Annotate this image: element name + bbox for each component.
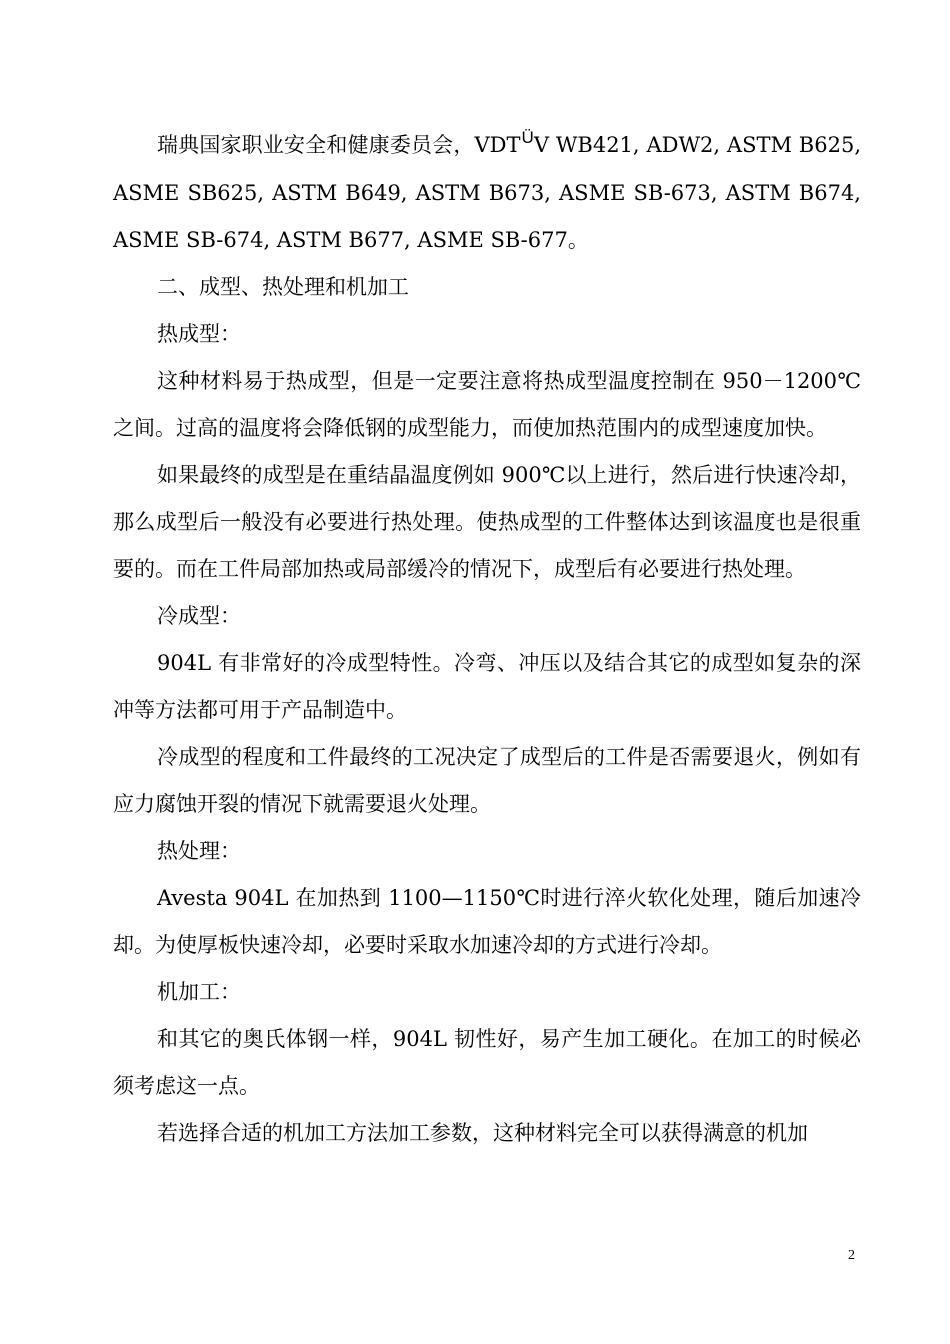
subheading-heat-treatment: 热处理： xyxy=(157,839,241,863)
paragraph-cold-forming-1: 904L 有非常好的冷成型特性。冷弯、冲压以及结合其它的成型如复杂的深冲等方法都可用于产品制造中。 xyxy=(113,651,861,722)
paragraph-standards-part2: V WB421, ADW2, ASTM B625, ASME SB625, ASTM B649, ASTM B673, ASME SB-673, ASTM B674, ASME SB-674, ASTM B677, ASME SB-677。 xyxy=(113,133,861,252)
subheading-machining: 机加工： xyxy=(157,980,241,1004)
page-content xyxy=(113,122,861,1157)
subheading-hot-forming: 热成型： xyxy=(157,322,241,346)
paragraph-standards-part1: 瑞典国家职业安全和健康委员会，VDT xyxy=(157,133,521,157)
section-heading-forming: 二、成型、热处理和机加工 xyxy=(157,275,409,299)
paragraph-machining-1: 和其它的奥氏体钢一样，904L 韧性好，易产生加工硬化。在加工的时候必须考虑这一点。 xyxy=(113,1027,861,1098)
paragraph-hot-forming-1: 这种材料易于热成型，但是一定要注意将热成型温度控制在 950－1200℃之间。过高的温度将会降低钢的成型能力，而使加热范围内的成型速度加快。 xyxy=(113,369,861,440)
page-number: 2 xyxy=(848,1248,855,1263)
paragraph-standards-umlaut: Ü xyxy=(521,128,534,147)
paragraph-cold-forming-2: 冷成型的程度和工件最终的工况决定了成型后的工件是否需要退火，例如有应力腐蚀开裂的情况下就需要退火处理。 xyxy=(113,745,861,816)
paragraph-heat-treatment: Avesta 904L 在加热到 1100—1150℃时进行淬火软化处理，随后加速冷却。为使厚板快速冷却，必要时采取水加速冷却的方式进行冷却。 xyxy=(113,886,861,957)
subheading-cold-forming: 冷成型： xyxy=(157,604,241,628)
paragraph-hot-forming-2: 如果最终的成型是在重结晶温度例如 900℃以上进行，然后进行快速冷却，那么成型后一般没有必要进行热处理。使热成型的工件整体达到该温度也是很重要的。而在工件局部加热或局部缓冷的情况下，成型后有必要进行热处理。 xyxy=(113,463,861,581)
paragraph-machining-2: 若选择合适的机加工方法加工参数，这种材料完全可以获得满意的机加 xyxy=(157,1121,808,1145)
paragraph-standards xyxy=(113,122,861,264)
